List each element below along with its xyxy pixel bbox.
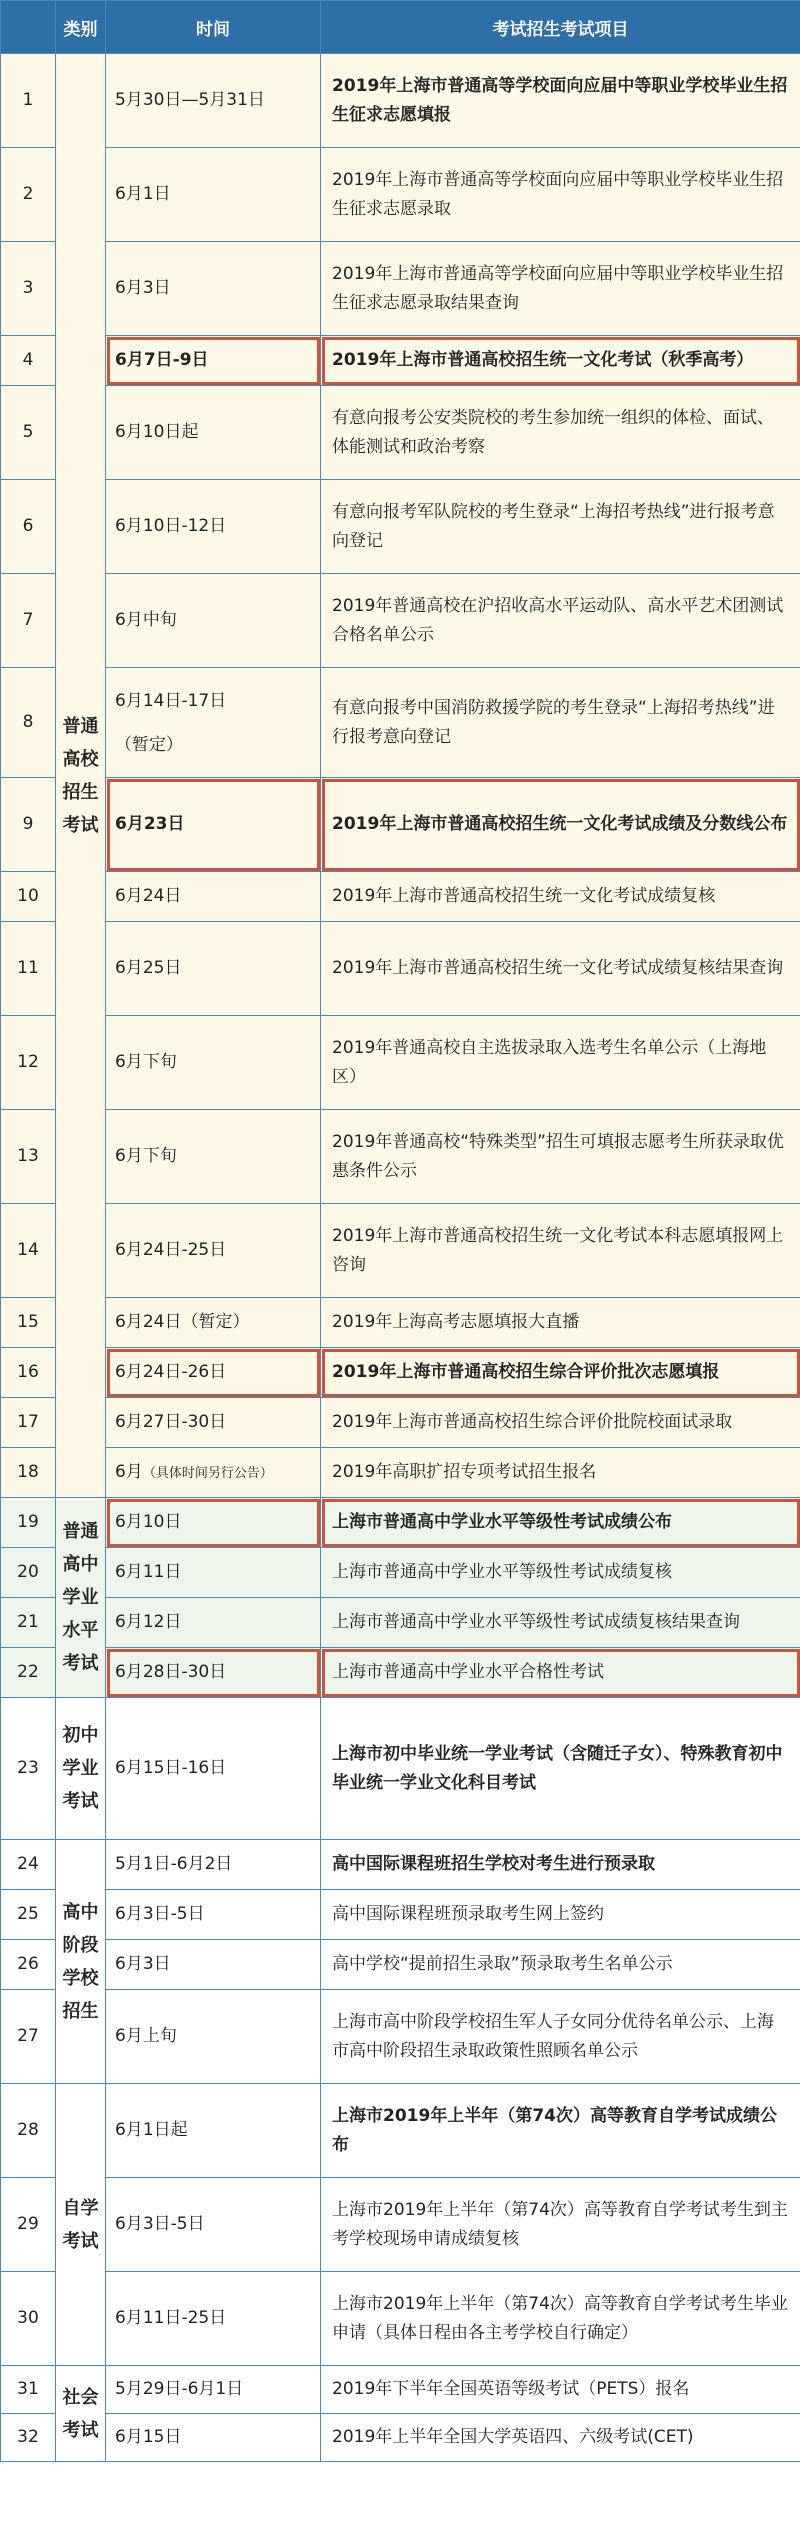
row-item: 高中学校“提前招生录取”预录取考生名单公示 xyxy=(321,1940,800,1990)
table-row xyxy=(1,1598,800,1648)
table-row xyxy=(1,1110,800,1204)
row-index: 1 xyxy=(1,54,56,148)
row-index: 15 xyxy=(1,1298,56,1348)
row-time: 6月24日-26日 xyxy=(106,1348,321,1398)
row-item: 上海市初中毕业统一学业考试（含随迁子女）、特殊教育初中毕业统一学业文化科目考试 xyxy=(321,1698,800,1840)
table-row xyxy=(1,1016,800,1110)
row-index: 3 xyxy=(1,242,56,336)
row-item: 2019年上海市普通高等学校面向应届中等职业学校毕业生招生征求志愿填报 xyxy=(321,54,800,148)
category-cell: 高中阶段学校招生 xyxy=(56,1840,106,2084)
table-row xyxy=(1,1548,800,1598)
row-index: 10 xyxy=(1,872,56,922)
category-cell: 初中学业考试 xyxy=(56,1698,106,1840)
row-index: 6 xyxy=(1,480,56,574)
row-time: 6月12日 xyxy=(106,1598,321,1648)
row-index: 13 xyxy=(1,1110,56,1204)
row-index: 26 xyxy=(1,1940,56,1990)
row-item: 上海市2019年上半年（第74次）高等教育自学考试考生到主考学校现场申请成绩复核 xyxy=(321,2178,800,2272)
row-item: 2019年上半年全国大学英语四、六级考试(CET) xyxy=(321,2414,800,2462)
row-time: 6月下旬 xyxy=(106,1016,321,1110)
row-index: 7 xyxy=(1,574,56,668)
row-item: 2019年高职扩招专项考试招生报名 xyxy=(321,1448,800,1498)
row-time: 6月23日 xyxy=(106,778,321,872)
header-category: 类别 xyxy=(56,1,106,54)
row-item: 2019年上海市普通高校招生统一文化考试成绩复核 xyxy=(321,872,800,922)
row-time: 6月10日 xyxy=(106,1498,321,1548)
table-row xyxy=(1,2414,800,2462)
table-row xyxy=(1,1498,800,1548)
row-item: 2019年上海高考志愿填报大直播 xyxy=(321,1298,800,1348)
row-time: 6月3日-5日 xyxy=(106,1890,321,1940)
row-time: 6月7日-9日 xyxy=(106,336,321,386)
row-item: 有意向报考军队院校的考生登录“上海招考热线”进行报考意向登记 xyxy=(321,480,800,574)
table-row xyxy=(1,2178,800,2272)
row-index: 30 xyxy=(1,2272,56,2366)
table-row xyxy=(1,1448,800,1498)
row-item: 上海市2019年上半年（第74次）高等教育自学考试考生毕业申请（具体日程由各主考学校自行确定） xyxy=(321,2272,800,2366)
row-item: 上海市普通高中学业水平等级性考试成绩复核 xyxy=(321,1548,800,1598)
row-time: 6月 xyxy=(115,1461,143,1482)
row-time-cell xyxy=(106,1448,321,1498)
row-index: 25 xyxy=(1,1890,56,1940)
table-row xyxy=(1,778,800,872)
row-index: 32 xyxy=(1,2414,56,2462)
row-item: 2019年上海市普通高等学校面向应届中等职业学校毕业生招生征求志愿录取结果查询 xyxy=(321,242,800,336)
row-time: 5月1日-6月2日 xyxy=(106,1840,321,1890)
row-time: 6月中旬 xyxy=(106,574,321,668)
row-item: 高中国际课程班预录取考生网上签约 xyxy=(321,1890,800,1940)
row-index: 12 xyxy=(1,1016,56,1110)
row-index: 4 xyxy=(1,336,56,386)
row-index: 17 xyxy=(1,1398,56,1448)
row-index: 16 xyxy=(1,1348,56,1398)
row-index: 14 xyxy=(1,1204,56,1298)
header-index: 序号 xyxy=(1,1,56,54)
row-item: 2019年上海市普通高校招生综合评价批次志愿填报 xyxy=(321,1348,800,1398)
row-time: 5月30日—5月31日 xyxy=(106,54,321,148)
row-time: 6月11日-25日 xyxy=(106,2272,321,2366)
category-cell: 自学考试 xyxy=(56,2084,106,2366)
row-index: 31 xyxy=(1,2366,56,2414)
row-index: 2 xyxy=(1,148,56,242)
table-row xyxy=(1,1398,800,1448)
row-item: 2019年普通高校“特殊类型”招生可填报志愿考生所获录取优惠条件公示 xyxy=(321,1110,800,1204)
table-row xyxy=(1,1990,800,2084)
row-time-note: （暂定） xyxy=(115,734,183,755)
row-time: 6月24日（暂定） xyxy=(106,1298,321,1348)
row-index: 27 xyxy=(1,1990,56,2084)
row-item: 2019年上海市普通高校招生统一文化考试本科志愿填报网上咨询 xyxy=(321,1204,800,1298)
row-time: 6月下旬 xyxy=(106,1110,321,1204)
row-time: 5月29日-6月1日 xyxy=(106,2366,321,2414)
row-item: 2019年普通高校在沪招收高水平运动队、高水平艺术团测试合格名单公示 xyxy=(321,574,800,668)
row-time-note: （具体时间另行公告） xyxy=(142,1465,273,1481)
row-item: 上海市2019年上半年（第74次）高等教育自学考试成绩公布 xyxy=(321,2084,800,2178)
row-time: 6月15日 xyxy=(106,2414,321,2462)
row-time: 6月25日 xyxy=(106,922,321,1016)
row-index: 9 xyxy=(1,778,56,872)
row-time: 6月24日-25日 xyxy=(106,1204,321,1298)
table-row xyxy=(1,242,800,336)
row-time: 6月24日 xyxy=(106,872,321,922)
header-row xyxy=(1,1,800,54)
row-time: 6月1日 xyxy=(106,148,321,242)
category-cell: 普通高中学业水平考试 xyxy=(56,1498,106,1698)
table-row xyxy=(1,574,800,668)
header-item: 考试招生考试项目 xyxy=(321,1,800,54)
row-time: 6月10日-12日 xyxy=(106,480,321,574)
row-index: 29 xyxy=(1,2178,56,2272)
row-item: 高中国际课程班招生学校对考生进行预录取 xyxy=(321,1840,800,1890)
row-item: 上海市普通高中学业水平合格性考试 xyxy=(321,1648,800,1698)
table-row xyxy=(1,480,800,574)
row-time: 6月27日-30日 xyxy=(106,1398,321,1448)
row-item: 2019年上海市普通高校招生统一文化考试成绩复核结果查询 xyxy=(321,922,800,1016)
row-index: 11 xyxy=(1,922,56,1016)
row-index: 19 xyxy=(1,1498,56,1548)
row-item: 有意向报考中国消防救援学院的考生登录“上海招考热线”进行报考意向登记 xyxy=(321,668,800,778)
row-index: 18 xyxy=(1,1448,56,1498)
row-time: 6月3日-5日 xyxy=(106,2178,321,2272)
table-row xyxy=(1,2084,800,2178)
table-row xyxy=(1,1348,800,1398)
row-item: 有意向报考公安类院校的考生参加统一组织的体检、面试、体能测试和政治考察 xyxy=(321,386,800,480)
table-row xyxy=(1,922,800,1016)
row-time: 6月11日 xyxy=(106,1548,321,1598)
row-time: 6月10日起 xyxy=(106,386,321,480)
row-time: 6月28日-30日 xyxy=(106,1648,321,1698)
table-row xyxy=(1,1698,800,1840)
table-row xyxy=(1,1204,800,1298)
row-index: 22 xyxy=(1,1648,56,1698)
header-time: 时间 xyxy=(106,1,321,54)
table-row xyxy=(1,1840,800,1890)
row-index: 20 xyxy=(1,1548,56,1598)
row-index: 28 xyxy=(1,2084,56,2178)
table-row xyxy=(1,148,800,242)
category-cell: 社会考试 xyxy=(56,2366,106,2462)
row-item: 2019年上海市普通高校招生统一文化考试（秋季高考） xyxy=(321,336,800,386)
row-index: 8 xyxy=(1,668,56,778)
table-row xyxy=(1,2366,800,2414)
table-row xyxy=(1,668,800,778)
row-time: 6月3日 xyxy=(106,1940,321,1990)
row-item: 2019年普通高校自主选拔录取入选考生名单公示（上海地区） xyxy=(321,1016,800,1110)
table-row xyxy=(1,336,800,386)
table-row xyxy=(1,386,800,480)
table-row xyxy=(1,1940,800,1990)
row-time: 6月3日 xyxy=(106,242,321,336)
table-row xyxy=(1,2272,800,2366)
row-time-cell xyxy=(106,668,321,778)
table-row xyxy=(1,872,800,922)
row-index: 24 xyxy=(1,1840,56,1890)
table-row xyxy=(1,1648,800,1698)
table-row xyxy=(1,1890,800,1940)
row-time: 6月1日起 xyxy=(106,2084,321,2178)
table-row xyxy=(1,54,800,148)
row-item: 2019年上海市普通高校招生综合评价批院校面试录取 xyxy=(321,1398,800,1448)
row-item: 2019年上海市普通高等学校面向应届中等职业学校毕业生招生征求志愿录取 xyxy=(321,148,800,242)
row-item: 上海市普通高中学业水平等级性考试成绩公布 xyxy=(321,1498,800,1548)
row-time: 6月15日-16日 xyxy=(106,1698,321,1840)
row-item: 2019年下半年全国英语等级考试（PETS）报名 xyxy=(321,2366,800,2414)
row-index: 23 xyxy=(1,1698,56,1840)
row-index: 5 xyxy=(1,386,56,480)
row-item: 上海市普通高中学业水平等级性考试成绩复核结果查询 xyxy=(321,1598,800,1648)
row-time: 6月上旬 xyxy=(106,1990,321,2084)
category-cell: 普通高校招生考试 xyxy=(56,54,106,1498)
row-item: 2019年上海市普通高校招生统一文化考试成绩及分数线公布 xyxy=(321,778,800,872)
row-item: 上海市高中阶段学校招生军人子女同分优待名单公示、上海市高中阶段招生录取政策性照顾名单公示 xyxy=(321,1990,800,2084)
row-index: 21 xyxy=(1,1598,56,1648)
table-row xyxy=(1,1298,800,1348)
row-time: 6月14日-17日 xyxy=(115,690,227,711)
